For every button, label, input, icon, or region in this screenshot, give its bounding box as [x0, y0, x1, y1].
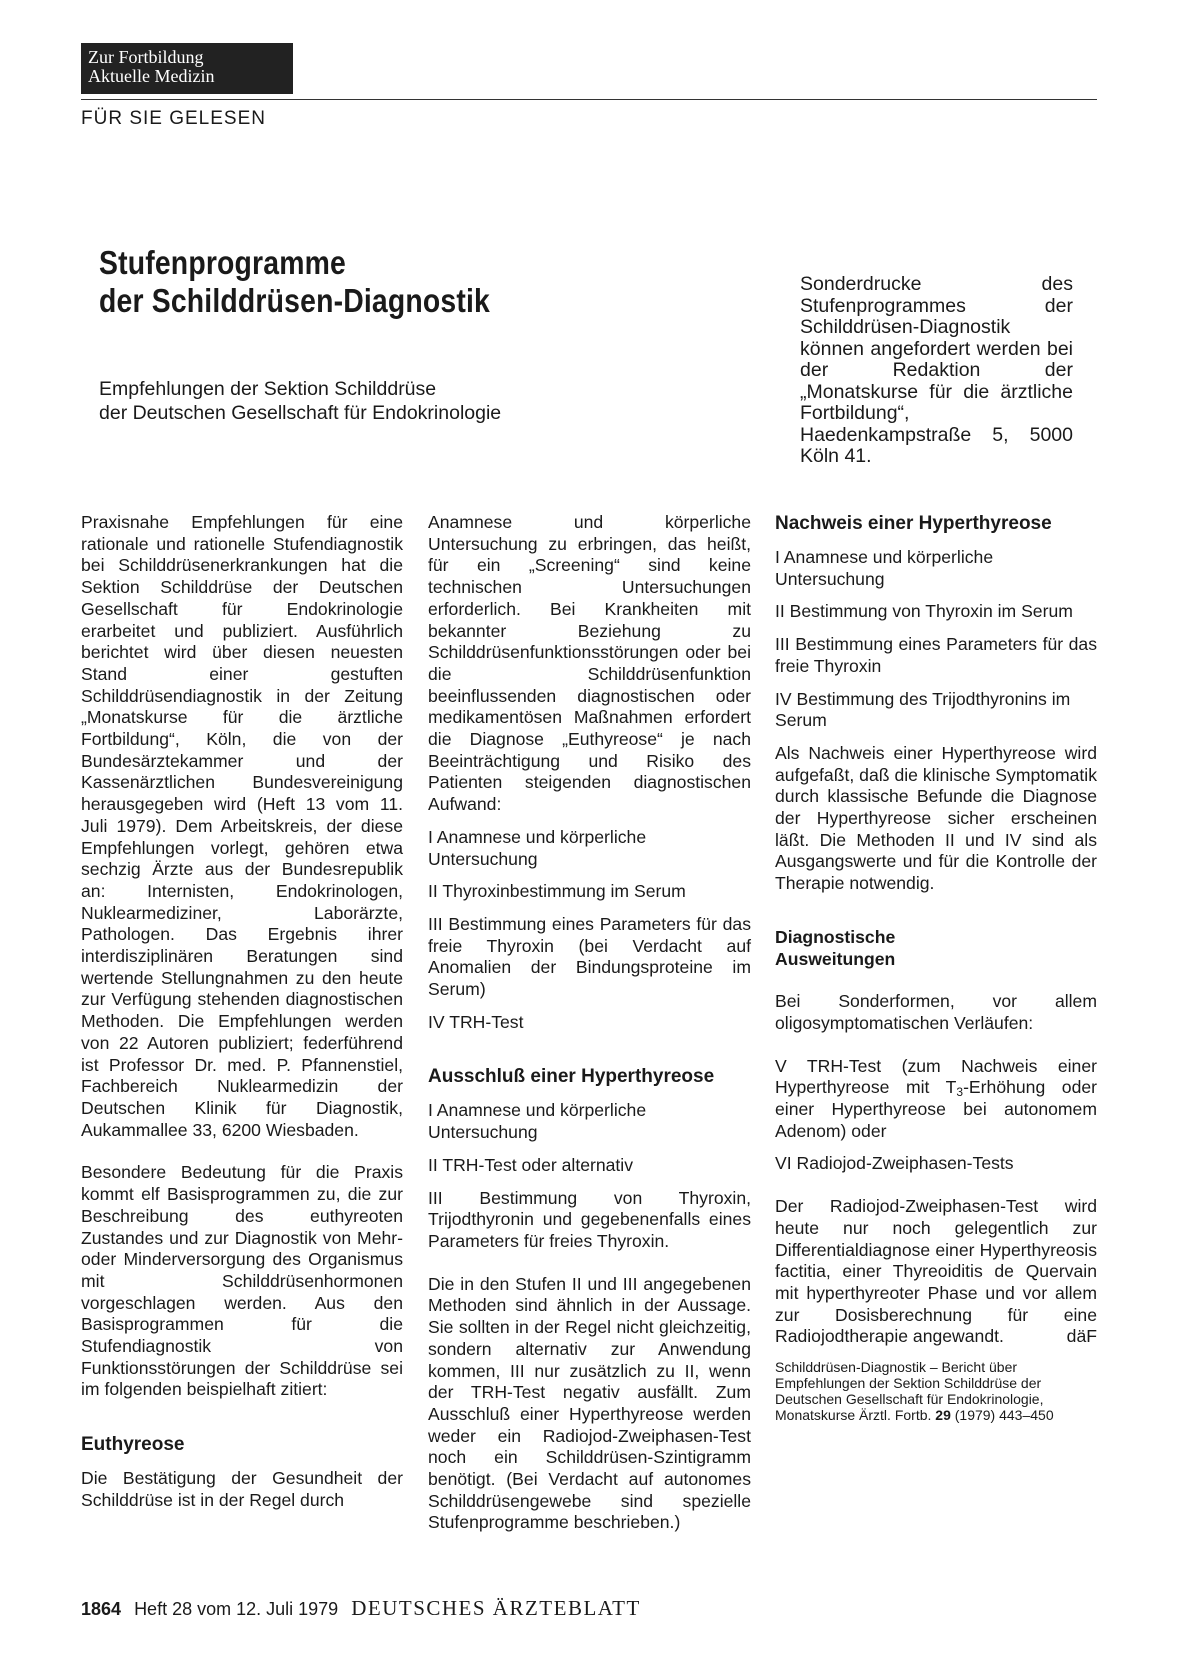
reference-text: Schilddrüsen-Diagnostik – Bericht über Empfehlungen der Sektion Schilddrüse der Deutschen Gesellschaft für Endokrinologie, Monatskurse Ärztl. Fortb.: [775, 1359, 1044, 1424]
heading-euthyreose: Euthyreose: [81, 1434, 185, 1456]
paragraph: Der Radiojod-Zweiphasen-Test wird heute nur noch gelegentlich zur Differentialdiagnose einer Hyperthyreosis factitia, einer Thyreoiditis de Quervain mit hyperthyreoter Phase und vor allem zur Dosisberechnung für eine Radiojodtherapie angewandt.: [775, 1196, 1097, 1347]
article-subtitle: [99, 377, 501, 425]
ausschluss-steps: [428, 1100, 751, 1252]
list-item: IV TRH-Test: [428, 1011, 524, 1032]
page-number: 1864: [81, 1599, 122, 1619]
heading-line-2: Ausweitungen: [775, 948, 896, 969]
paragraph: Besondere Bedeutung für die Praxis kommt elf Basisprogrammen zu, die zur Beschreibung des euthyreoten Zustandes und zur Diagnostik von Mehr- oder Minderversorgung des Organismus mit Schilddrüsenhormonen vorgeschlagen werden. Aus den Basisprogrammen für die Stufendiagnostik von Funktionsstörungen der Schilddrüse sei im folgenden beispielhaft zitiert:: [81, 1162, 403, 1400]
column-2: [428, 512, 751, 1534]
item-text: V TRH-Test (zum Nachweis einer Hyperthyreose mit T: [775, 1055, 1097, 1098]
paragraph: Die Bestätigung der Gesundheit der Schilddrüse ist in der Regel durch: [81, 1468, 403, 1510]
title-line-2: der Schilddrüsen-Diagnostik: [99, 282, 490, 319]
list-item: II Bestimmung von Thyroxin im Serum: [775, 601, 1073, 622]
paragraph: Als Nachweis einer Hyperthyreose wird aufgefaßt, daß die klinische Symptomatik durch klassische Befunde die Diagnose der Hyperthyreose sicher erscheinen läßt. Die Methoden II und IV sind als Ausgangswerte und für die Kontrolle der Therapie notwendig.: [775, 742, 1097, 894]
author-signature: däF: [1066, 1326, 1097, 1347]
heading-ausschluss: Ausschluß einer Hyperthyreose: [428, 1066, 715, 1088]
list-item: III Bestimmung von Thyroxin, Trijodthyronin und gegebenenfalls eines Parameters für freies Thyroxin.: [428, 1187, 751, 1251]
heading-nachweis: Nachweis einer Hyperthyreose: [775, 513, 1052, 534]
list-item: III Bestimmung eines Parameters für das freie Thyroxin (bei Verdacht auf Anomalien der Bindungsproteine im Serum): [428, 913, 751, 1000]
department-line-1: Zur Fortbildung: [88, 47, 204, 67]
item-text: -Erhöhung oder einer Hyperthyreose bei autonomem Adenom) oder: [775, 1077, 1097, 1141]
reference-pages: (1979) 443–450: [950, 1407, 1054, 1424]
journal-name: DEUTSCHES ÄRZTEBLATT: [351, 1596, 641, 1620]
subtitle-line-2: der Deutschen Gesellschaft für Endokrinologie: [99, 402, 502, 424]
department-line-2: Aktuelle Medizin: [88, 66, 215, 86]
heading-diagnostische-ausweitungen: [775, 927, 1097, 970]
paragraph: Die in den Stufen II und III angegebenen Methoden sind ähnlich in der Aussage. Sie sollten in der Regel nicht gleichzeitig, sondern alternativ zur Anwendung kommen, III nur zusätzlich zu II, wenn der TRH-Test negativ ausfällt. Zum Ausschluß einer Hyperthyreose werden weder ein Radiojod-Zweiphasen-Test noch ein Schilddrüsen-Szintigramm benötigt. (Bei Verdacht auf autonomes Schilddrüsengewebe sind spezielle Stufenprogramme beschrieben.): [428, 1273, 751, 1533]
nachweis-steps: [775, 547, 1097, 732]
paragraph: Bei Sonderformen, vor allem oligosymptomatischen Verläufen:: [775, 991, 1097, 1033]
subscript: 3: [956, 1085, 964, 1100]
title-line-1: Stufenprogramme: [99, 244, 347, 281]
header-rule: [81, 99, 1097, 100]
reference: [775, 1359, 1097, 1423]
list-item: [775, 1056, 1097, 1143]
list-item: I Anamnese und körperliche Untersuchung: [428, 826, 647, 869]
section-label: FÜR SIE GELESEN: [81, 108, 266, 129]
article-title: [99, 244, 490, 320]
list-item: III Bestimmung eines Parameters für das freie Thyroxin: [775, 634, 1097, 676]
column-3: [775, 512, 1097, 1423]
subtitle-line-1: Empfehlungen der Sektion Schilddrüse: [99, 378, 437, 400]
column-1: [81, 512, 403, 1512]
list-item: I Anamnese und körperliche Untersuchung: [775, 547, 994, 589]
list-item: I Anamnese und körperliche Untersuchung: [428, 1100, 647, 1143]
issue-info: Heft 28 vom 12. Juli 1979: [134, 1599, 339, 1619]
reprint-note: Sonderdrucke des Stufenprogrammes der Schilddrüsen-Diagnostik können angefordert werden bei der Redaktion der „Monatskurse für die ärztliche Fortbildung“, Haedenkampstraße 5, 5000 Köln 41.: [800, 273, 1073, 467]
list-item: II Thyroxinbestimmung im Serum: [428, 881, 686, 902]
list-item: II TRH-Test oder alternativ: [428, 1154, 634, 1175]
reference-volume: 29: [935, 1407, 951, 1424]
euthyreose-steps: [428, 827, 751, 1034]
heading-line-1: Diagnostische: [775, 926, 896, 947]
department-label: [81, 43, 293, 94]
list-item: IV Bestimmung des Trijodthyronins im Serum: [775, 688, 1071, 731]
paragraph: Anamnese und körperliche Untersuchung zu erbringen, das heißt, für ein „Screening“ sind keine technischen Untersuchungen erforderlich. Bei Krankheiten mit bekannter Beziehung zu Schilddrüsenfunktionsstörungen oder bei die Schilddrüsenfunktion beeinflussenden diagnostischen oder medikamentösen Maßnahmen erfordert die Diagnose „Euthyreose“ je nach Beeinträchtigung und Risiko des Patienten steigenden diagnostischen Aufwand:: [428, 512, 751, 815]
page-footer: [81, 1596, 641, 1621]
paragraph: Praxisnahe Empfehlungen für eine rationale und rationelle Stufendiagnostik bei Schilddrüsenerkrankungen hat die Sektion Schilddrüse der Deutschen Gesellschaft für Endokrinologie erarbeitet und publiziert. Ausführlich berichtet wird über diesen neuesten Stand einer gestuften Schilddrüsendiagnostik in der Zeitung „Monatskurse für die ärztliche Fortbildung“, Köln, die von der Bundesärztekammer und der Kassenärztlichen Bundesvereinigung herausgegeben wird (Heft 13 vom 11. Juli 1979). Dem Arbeitskreis, der diese Empfehlungen vorlegt, gehören etwa sechzig Ärzte aus der Bundesrepublik an: Internisten, Endokrinologen, Nuklearmediziner, Laborärzte, Pathologen. Das Ergebnis ihrer interdisziplinären Beratungen sind wertende Stellungnahmen zu den heute zur Verfügung stehenden diagnostischen Methoden. Die Empfehlungen werden von 22 Autoren publiziert; federführend ist Professor Dr. med. P. Pfannenstiel, Fachbereich Nuklearmedizin der Deutschen Klinik für Diagnostik, Aukammallee 33, 6200 Wiesbaden.: [81, 512, 403, 1140]
list-item: VI Radiojod-Zweiphasen-Tests: [775, 1153, 1014, 1174]
